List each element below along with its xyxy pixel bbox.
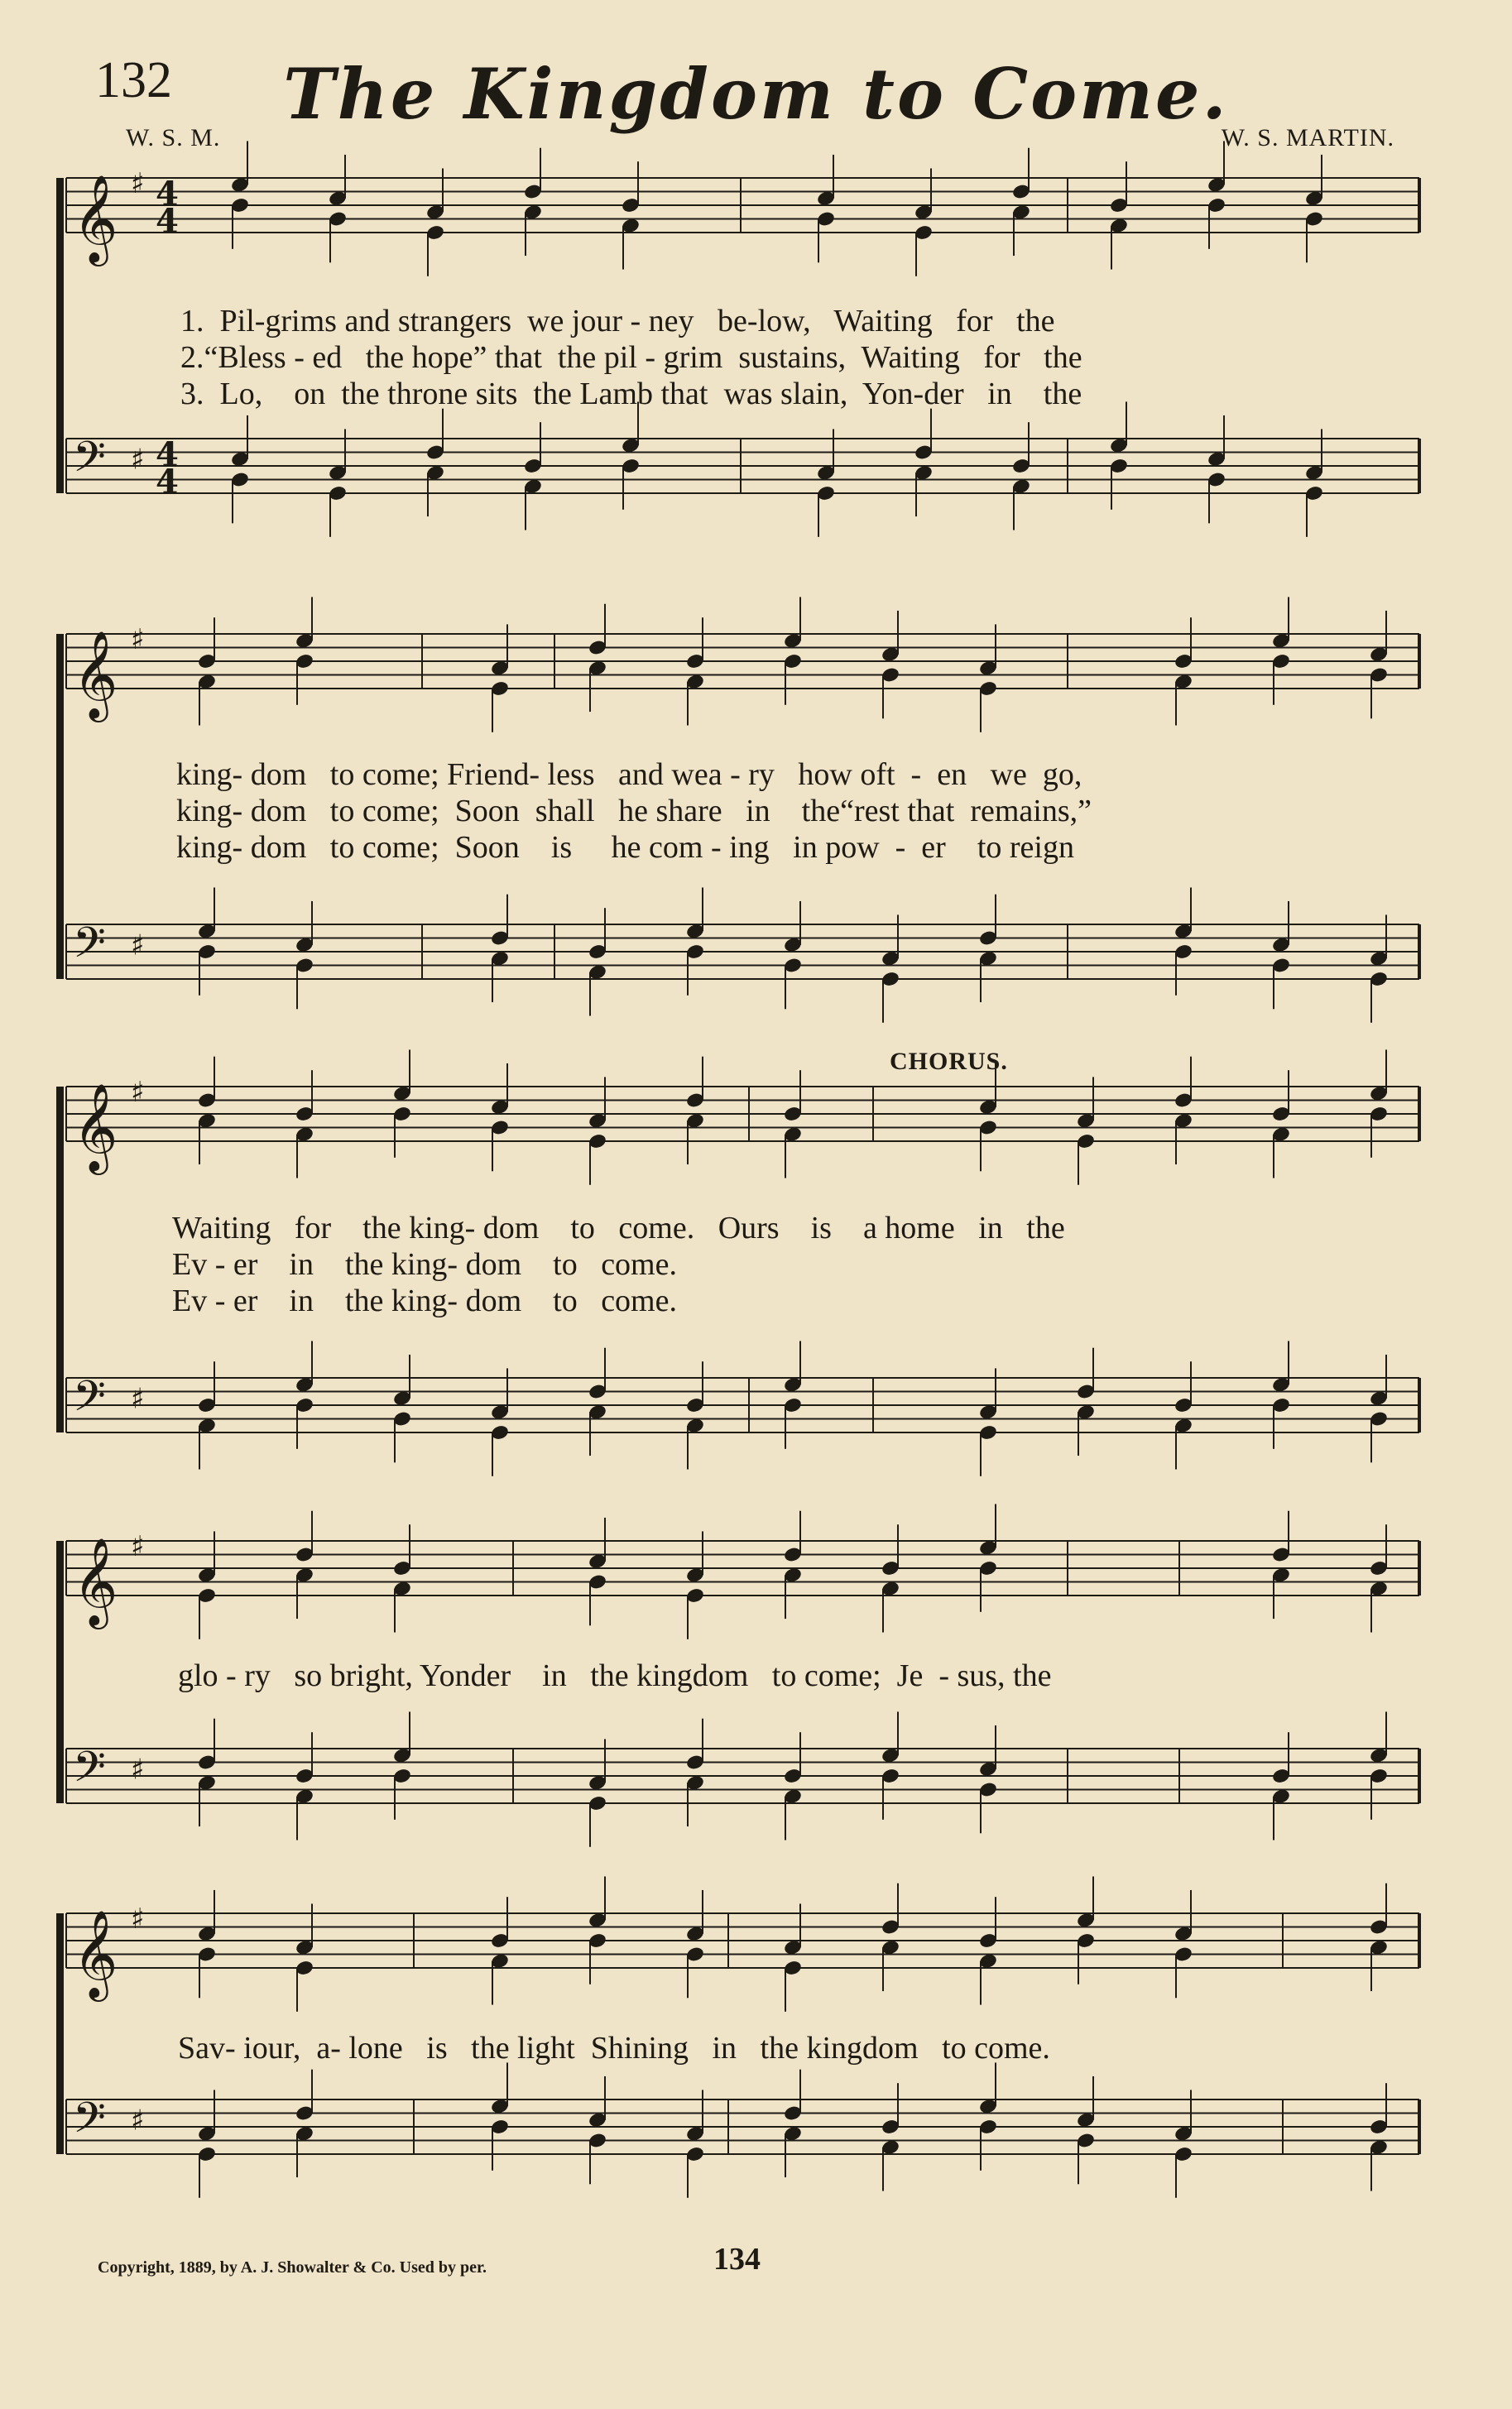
words-credit: W. S. M. <box>126 124 221 151</box>
treble-clef: 𝄞 <box>73 174 118 262</box>
lyric-verse-3-line-2: king- dom to come; Soon is he com - ing in pow - er to reign <box>176 830 1074 865</box>
system-brace-line <box>56 1087 64 1432</box>
lyric-chorus-line-4: glo - ry so bright, Yonder in the kingdom to come; Je - sus, the <box>178 1658 1052 1693</box>
system-brace-line <box>56 634 64 979</box>
key-signature-sharp: ♯ <box>131 1753 145 1787</box>
music-credit: W. S. MARTIN. <box>1221 124 1394 151</box>
key-signature-sharp: ♯ <box>131 443 145 477</box>
bass-clef: 𝄢 <box>73 2092 106 2153</box>
lyric-chorus-line-5: Sav- iour, a- lone is the light Shining in the kingdom to come. <box>178 2031 1050 2066</box>
key-signature-sharp: ♯ <box>131 623 145 657</box>
time-signature-top: 4 <box>156 435 179 474</box>
key-signature-sharp: ♯ <box>131 2104 145 2138</box>
time-signature-bottom: 4 <box>156 463 179 501</box>
system-brace-line <box>56 178 64 493</box>
hymn-title: The Kingdom to Come. <box>283 53 1229 135</box>
system-brace-line <box>56 1913 64 2154</box>
time-signature-top: 4 <box>156 175 179 214</box>
lyric-verse-1-line-3: Waiting for the king- dom to come. Ours is a home in the <box>172 1211 1065 1245</box>
lyric-verse-3-line-3: Ev - er in the king- dom to come. <box>172 1284 677 1318</box>
key-signature-sharp: ♯ <box>131 1530 145 1564</box>
copyright-notice: Copyright, 1889, by A. J. Showalter & Co. Used by per. <box>98 2258 487 2277</box>
key-signature-sharp: ♯ <box>131 167 145 201</box>
lyric-verse-1-line-2: king- dom to come; Friend- less and wea - ry how oft - en we go, <box>176 757 1082 792</box>
treble-clef: 𝄞 <box>73 630 118 718</box>
system-brace-line <box>56 1541 64 1803</box>
treble-clef: 𝄞 <box>73 1082 118 1171</box>
key-signature-sharp: ♯ <box>131 1076 145 1110</box>
lyric-verse-2-line-2: king- dom to come; Soon shall he share in the“rest that remains,” <box>176 794 1092 828</box>
bass-clef: 𝄢 <box>73 431 106 492</box>
lyric-verse-2-line-1: 2.“Bless - ed the hope” that the pil - grim sustains, Waiting for the <box>180 340 1082 375</box>
hymn-number: 132 <box>95 52 172 108</box>
key-signature-sharp: ♯ <box>131 1382 145 1416</box>
time-signature-bottom: 4 <box>156 202 179 241</box>
page-number: 134 <box>713 2242 761 2277</box>
key-signature-sharp: ♯ <box>131 929 145 962</box>
bass-clef: 𝄢 <box>73 1741 106 1802</box>
bass-clef: 𝄢 <box>73 917 106 978</box>
lyric-verse-1-line-1: 1. Pil-grims and strangers we jour - ney be-low, Waiting for the <box>180 304 1055 338</box>
lyric-verse-2-line-3: Ev - er in the king- dom to come. <box>172 1247 677 1282</box>
key-signature-sharp: ♯ <box>131 1903 145 1936</box>
chorus-label: CHORUS. <box>890 1048 1008 1075</box>
bass-clef: 𝄢 <box>73 1370 106 1432</box>
treble-clef: 𝄞 <box>73 1909 118 1998</box>
lyric-verse-3-line-1: 3. Lo, on the throne sits the Lamb that was slain, Yon-der in the <box>180 377 1082 411</box>
treble-clef: 𝄞 <box>73 1537 118 1625</box>
